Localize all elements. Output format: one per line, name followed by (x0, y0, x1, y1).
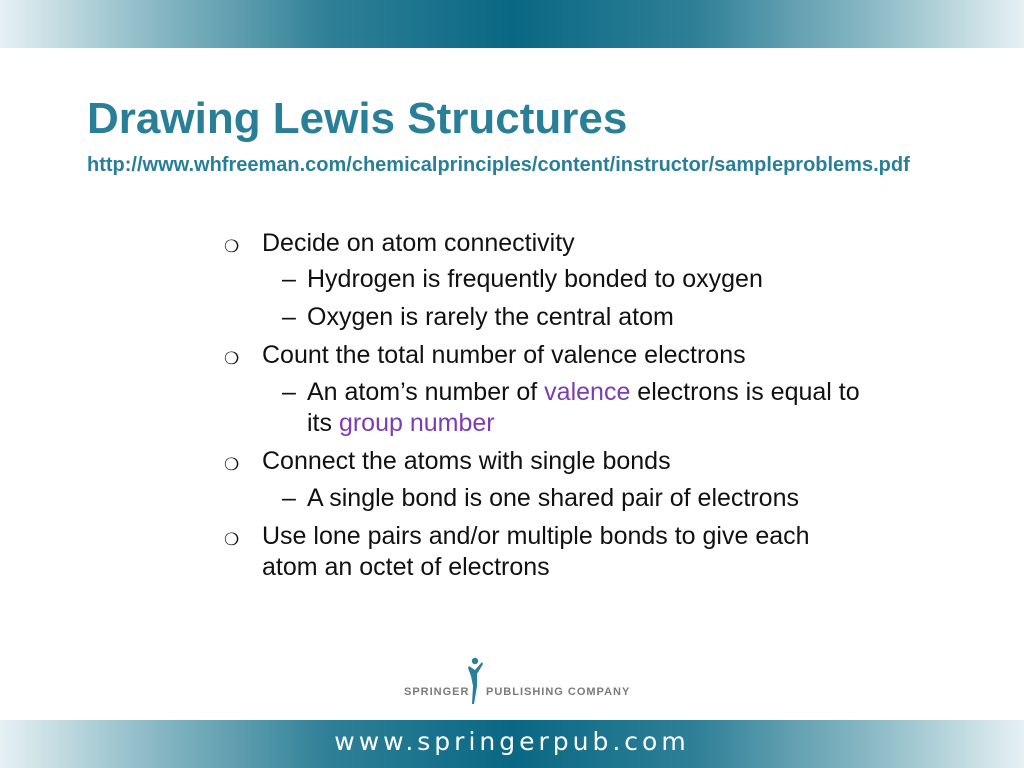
footer-website[interactable]: www.springerpub.com (334, 727, 690, 756)
sub-bullet-marker: – (282, 303, 296, 331)
source-link[interactable]: http://www.whfreeman.com/chemicalprinciples/content/instructor/sampleproblems.pdf (87, 154, 910, 176)
sub-bullet-marker: – (282, 265, 296, 293)
bullet-marker: ❍ (224, 455, 240, 474)
sub-bullet-text: A single bond is one shared pair of electrons (307, 484, 799, 512)
bullet-text: Connect the atoms with single bonds (262, 447, 671, 475)
sub-bullet-marker: – (282, 378, 296, 406)
top-banner (0, 0, 1024, 48)
springer-logo (404, 656, 634, 706)
bullet-text: Use lone pairs and/or multiple bonds to give each atom an octet of electrons (262, 522, 810, 581)
bullet-marker: ❍ (224, 349, 240, 368)
bullet-text: Count the total number of valence electrons (262, 341, 746, 369)
logo-word-springer: SPRINGER (404, 686, 470, 698)
slide-title: Drawing Lewis Structures (87, 94, 628, 143)
sub-bullet-text: Oxygen is rarely the central atom (307, 303, 674, 331)
bullet-marker: ❍ (224, 530, 240, 549)
sub-bullet-text: Hydrogen is frequently bonded to oxygen (307, 265, 763, 293)
highlight-valence: valence (544, 378, 631, 406)
logo-word-publishing: PUBLISHING COMPANY (486, 686, 631, 698)
bullet-text: Decide on atom connectivity (262, 229, 575, 257)
leaping-figure-icon (466, 656, 486, 706)
highlight-group-number: group number (338, 409, 495, 437)
bullet-marker: ❍ (224, 237, 240, 256)
sub-bullet-marker: – (282, 484, 296, 512)
sub-bullet-text: An atom’s number of valence electrons is equal to its group number (307, 378, 860, 437)
